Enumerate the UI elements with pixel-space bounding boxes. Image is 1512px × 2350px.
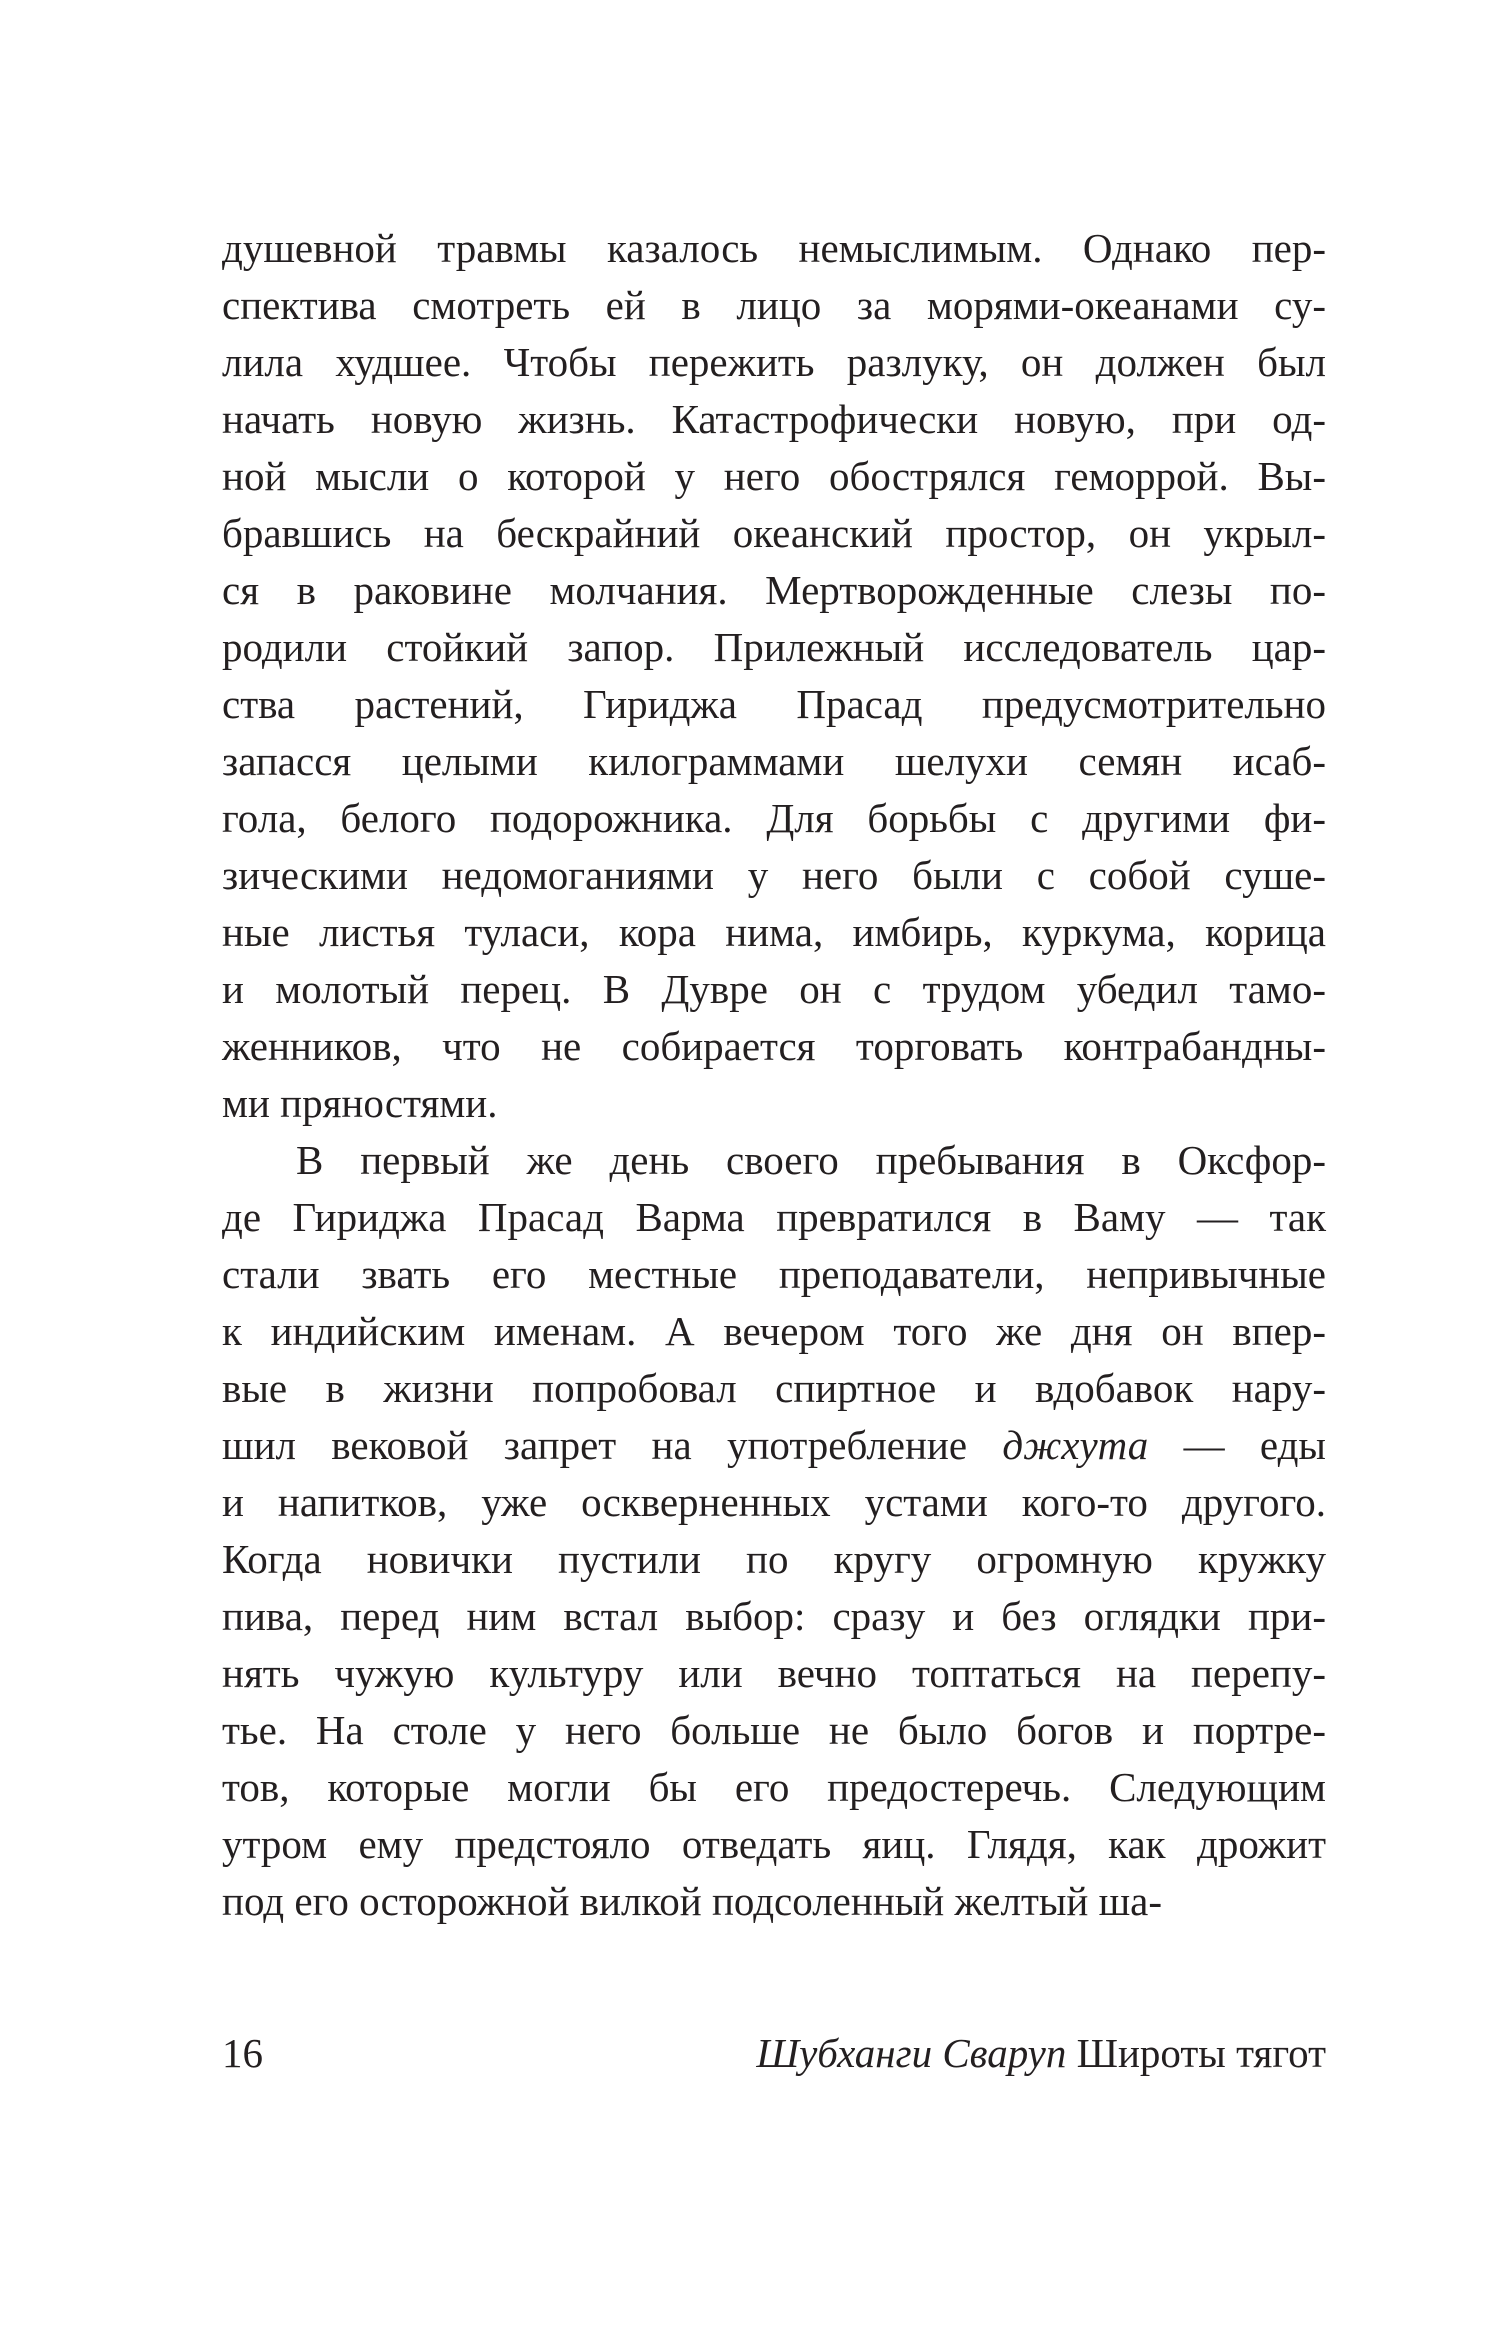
text-line: тов, которые могли бы его предостеречь. Следующим — [222, 1764, 1326, 1810]
text-line: и напитков, уже оскверненных устами кого-то другого. — [222, 1479, 1326, 1525]
text-line: лила худшее. Чтобы пережить разлуку, он должен был — [222, 339, 1326, 385]
text-run: — еды — [1148, 1422, 1326, 1468]
text-line: ми пряностями. — [222, 1080, 498, 1126]
text-line: гола, белого подорожника. Для борьбы с другими фи- — [222, 795, 1326, 841]
text-line: стали звать его местные преподаватели, непривычные — [222, 1251, 1326, 1297]
text-line: де Гириджа Прасад Варма превратился в Ваму — так — [222, 1194, 1326, 1240]
book-title: Широты тягот — [1076, 2030, 1326, 2076]
text-line: ства растений, Гириджа Прасад предусмотрительно — [222, 681, 1326, 727]
text-line: утром ему предстояло отведать яиц. Глядя, как дрожит — [222, 1821, 1326, 1867]
text-line: и молотый перец. В Дувре он с трудом убедил тамо- — [222, 966, 1326, 1012]
paragraph — [222, 220, 1326, 1132]
text-line: ные листья туласи, кора нима, имбирь, куркума, корица — [222, 909, 1326, 955]
text-line: душевной травмы казалось немыслимым. Однако пер- — [222, 225, 1326, 271]
text-line: Когда новички пустили по кругу огромную кружку — [222, 1536, 1326, 1582]
text-line: тье. На столе у него больше не было богов и портре- — [222, 1707, 1326, 1753]
text-line: бравшись на бескрайний океанский простор, он укрыл- — [222, 510, 1326, 556]
text-line: начать новую жизнь. Катастрофически новую, при од- — [222, 396, 1326, 442]
text-line — [222, 1417, 1326, 1474]
page-number: 16 — [222, 2030, 263, 2076]
text-line: запасся целыми килограммами шелухи семян исаб- — [222, 738, 1326, 784]
author-name: Шубханги Сваруп — [756, 2030, 1067, 2076]
text-line: В первый же день своего пребывания в Оксфор- — [296, 1137, 1326, 1183]
paragraph — [222, 1132, 1326, 1930]
text-line: пива, перед ним встал выбор: сразу и без оглядки при- — [222, 1593, 1326, 1639]
text-line: родили стойкий запор. Прилежный исследователь цар- — [222, 624, 1326, 670]
text-line: к индийским именам. А вечером того же дня он впер- — [222, 1308, 1326, 1354]
running-footer — [756, 2025, 1326, 2082]
text-line: под его осторожной вилкой подсоленный желтый ша- — [222, 1878, 1163, 1924]
text-line: вые в жизни попробовал спиртное и вдобавок нару- — [222, 1365, 1326, 1411]
text-line: женников, что не собирается торговать контрабандны- — [222, 1023, 1326, 1069]
text-line: ся в раковине молчания. Мертворожденные слезы по- — [222, 567, 1326, 613]
page-footer — [222, 2025, 1326, 2082]
italic-term: джхута — [1002, 1422, 1149, 1468]
text-line: спектива смотреть ей в лицо за морями-океанами су- — [222, 282, 1326, 328]
text-run: шил вековой запрет на употребление — [222, 1422, 1003, 1468]
text-line: ной мысли о которой у него обострялся геморрой. Вы- — [222, 453, 1326, 499]
text-line: нять чужую культуру или вечно топтаться на перепу- — [222, 1650, 1326, 1696]
body-text — [222, 220, 1326, 1930]
text-line: зическими недомоганиями у него были с собой суше- — [222, 852, 1326, 898]
